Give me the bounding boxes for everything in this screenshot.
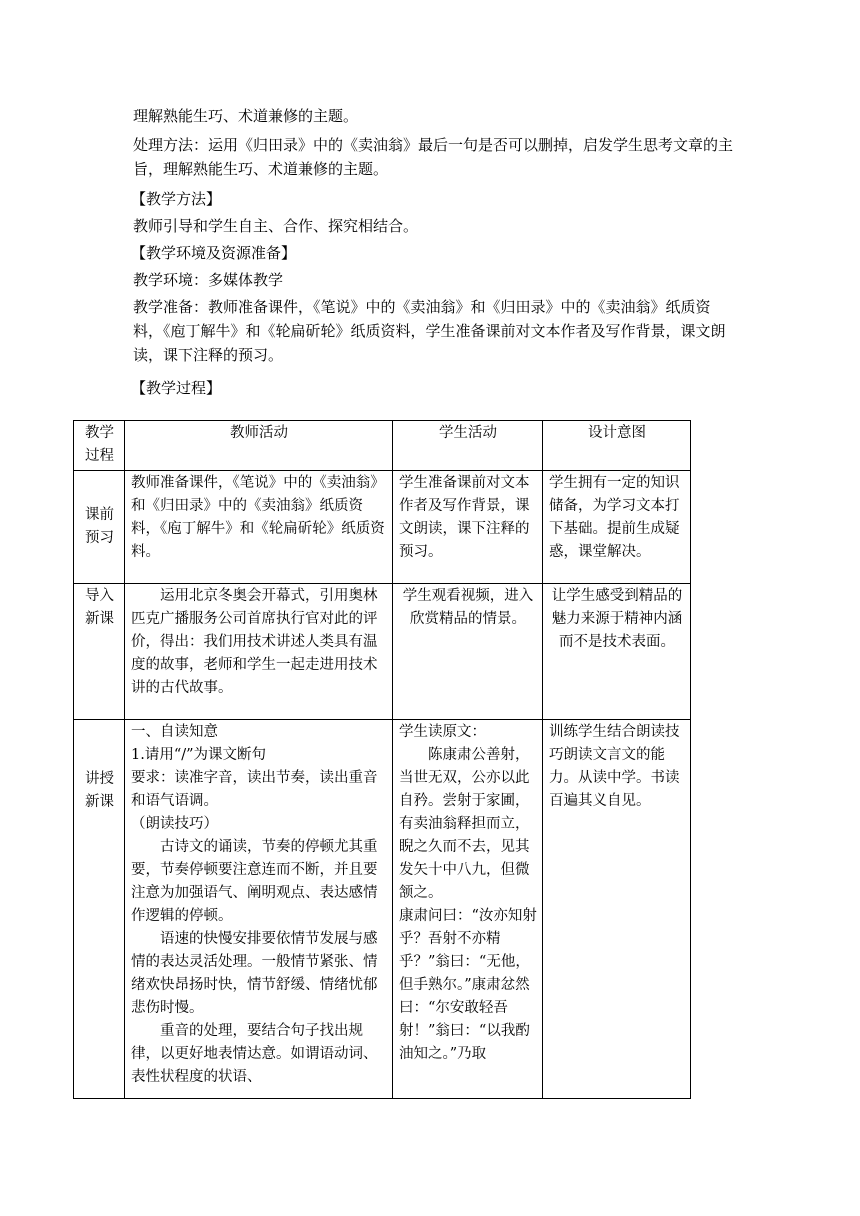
teacher-activity-cell: 一、自读知意 1.请用“/”为课文断句 要求：读准字音，读出节奏，读出重音和语气语调。 （朗读技巧） 古诗文的诵读，节奏的停顿尤其重要，节奏停顿要注意连而不断，并且要注意为加强语气、阐明观点、表达感情作逻辑的停顿。 语速的快慢安排要依情节发展与感情的表达灵活处理。一般情节紧张、情绪欢快昂扬时快，情节舒缓、情绪忧郁悲伤时慢。 重音的处理，要结合句子找出规律，以更好地表情达意。如谓语动词、表性状程度的状语、 <box>125 720 393 1099</box>
student-activity-cell: 学生读原文： 陈康肃公善射，当世无双，公亦以此自矜。尝射于家圃，有卖油翁释担而立，睨之久而不去，见其发矢十中八九，但微颔之。 康肃问曰：“汝亦知射乎？吾射不亦精乎？”翁曰：“无他，但手熟尔。”康肃忿然曰：“尔安敢轻吾射！”翁曰：“以我酌油知之。”乃取 <box>393 720 543 1099</box>
environment-heading: 【教学环境及资源准备】 <box>131 244 297 262</box>
teaching-method-heading: 【教学方法】 <box>131 190 222 208</box>
teaching-process-table <box>73 420 691 1099</box>
teacher-activity-cell: 运用北京冬奥会开幕式，引用奥林匹克广播服务公司首席执行官对此的评价，得出：我们用技术讲述人类具有温度的故事，老师和学生一起走进用技术讲的古代故事。 <box>125 584 393 720</box>
header-teacher-activity: 教师活动 <box>125 421 393 471</box>
student-activity-cell: 学生观看视频，进入欣赏精品的情景。 <box>393 584 543 720</box>
intro-line-1: 理解熟能生巧、术道兼修的主题。 <box>133 107 359 125</box>
teacher-activity-cell: 教师准备课件，《笔说》中的《卖油翁》和《归田录》中的《卖油翁》纸质资料，《庖丁解牛》和《轮扁斫轮》纸质资料。 <box>125 471 393 584</box>
environment-text: 教学环境：多媒体教学 <box>133 271 284 289</box>
header-student-activity: 学生活动 <box>393 421 543 471</box>
table-row <box>74 720 691 1099</box>
preparation-text: 教学准备：教师准备课件，《笔说》中的《卖油翁》和《归田录》中的《卖油翁》纸质资料，《庖丁解牛》和《轮扁斫轮》纸质资料，学生准备课前对文本作者及写作背景，课文朗读，课下注释的预习。 <box>133 298 726 364</box>
header-design-intent: 设计意图 <box>543 421 691 471</box>
design-intent-cell: 让学生感受到精品的魅力来源于精神内涵而不是技术表面。 <box>543 584 691 720</box>
teaching-process-heading: 【教学过程】 <box>131 379 222 397</box>
handling-method-text: 处理方法：运用《归田录》中的《卖油翁》最后一句是否可以删掉，启发学生思考文章的主旨，理解熟能生巧、术道兼修的主题。 <box>133 136 734 178</box>
table-row <box>74 584 691 720</box>
design-intent-cell: 训练学生结合朗读技巧朗读文言文的能力。从读中学。书读百遍其义自见。 <box>543 720 691 1099</box>
table-header-row <box>74 421 691 471</box>
student-activity-cell: 学生准备课前对文本作者及写作背景，课文朗读，课下注释的预习。 <box>393 471 543 584</box>
header-stage: 教学过程 <box>74 421 125 471</box>
stage-cell: 讲授新课 <box>74 720 125 1099</box>
teaching-method-text: 教师引导和学生自主、合作、探究相结合。 <box>133 217 419 235</box>
design-intent-cell: 学生拥有一定的知识储备，为学习文本打下基础。提前生成疑惑，课堂解决。 <box>543 471 691 584</box>
stage-cell: 导入新课 <box>74 584 125 720</box>
table-row <box>74 471 691 584</box>
stage-cell: 课前预习 <box>74 471 125 584</box>
